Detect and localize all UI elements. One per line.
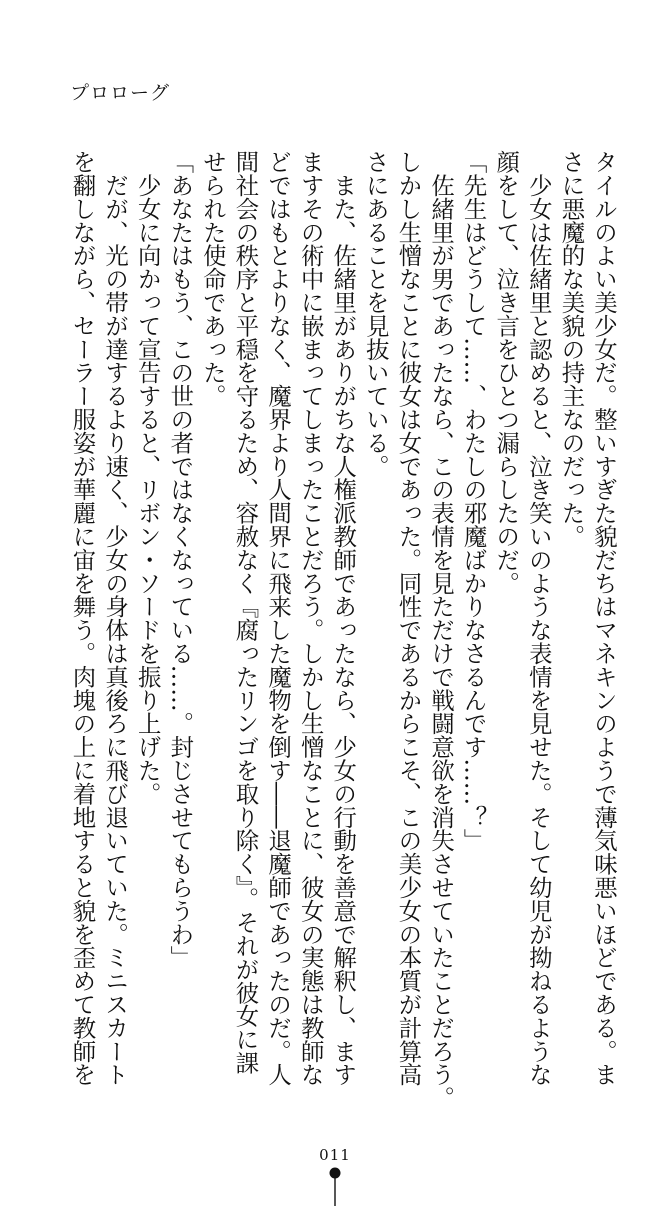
vertical-text-body [60, 150, 620, 1150]
text-line: 少女は佐緒里と認めると、泣き笑いのような表情を見せた。そして幼児が拗ねるような [524, 150, 553, 1086]
text-line: せられた使命であった。 [198, 150, 227, 408]
text-line: タイルのよい美少女だ。整いすぎた貌だちはマネキンのようで薄気味悪いほどである。ま [590, 150, 618, 1086]
text-line: 「あなたはもう、この世の者ではなくなっている……。封じさせてもらうわ」 [166, 150, 195, 969]
text-line: 「先生はどうして……、わたしの邪魔ばかりなさるんです……？」 [459, 150, 488, 852]
text-line: 佐緒里が男であったなら、この表情を見ただけで戦闘意欲を消失させていたことだろう。 [427, 150, 456, 1110]
text-line: さにあることを見抜いている。 [361, 150, 390, 478]
text-line: また、佐緒里がありがちな人権派教師であったなら、少女の行動を善意で解釈し、ます [329, 150, 358, 1086]
text-line: 間社会の秩序と平穏を守るため、容赦なく『腐ったリンゴを取り除く』。それが彼女に課 [231, 150, 260, 1075]
text-line: さに悪魔的な美貌の持主なのだった。 [557, 150, 586, 548]
page-ornament-icon [328, 1166, 342, 1206]
text-line: ますその術中に嵌まってしまったことだろう。しかし生憎なことに、彼女の実態は教師な [296, 150, 325, 1086]
page-number: 011 [319, 1146, 351, 1164]
text-line: 少女に向かって宣告すると、リボン・ソードを振り上げた。 [133, 150, 162, 806]
text-line: を翻しながら、セーラー服姿が華麗に宙を舞う。肉塊の上に着地すると貌を歪めて教師を [68, 150, 97, 1086]
text-line: 顔をして、泣き言をひとつ漏らしたのだ。 [492, 150, 521, 595]
text-line: だが、光の帯が達するより速く、少女の身体は真後ろに飛び退いていた。ミニスカート [101, 150, 130, 1086]
text-line: しかし生憎なことに彼女は女であった。同性であるからこそ、この美少女の本質が計算高 [394, 150, 423, 1086]
text-line: どではもとよりなく、魔界より人間界に飛来した魔物を倒す――退魔師であったのだ。人 [264, 150, 293, 1086]
chapter-title: プロローグ [70, 82, 171, 104]
